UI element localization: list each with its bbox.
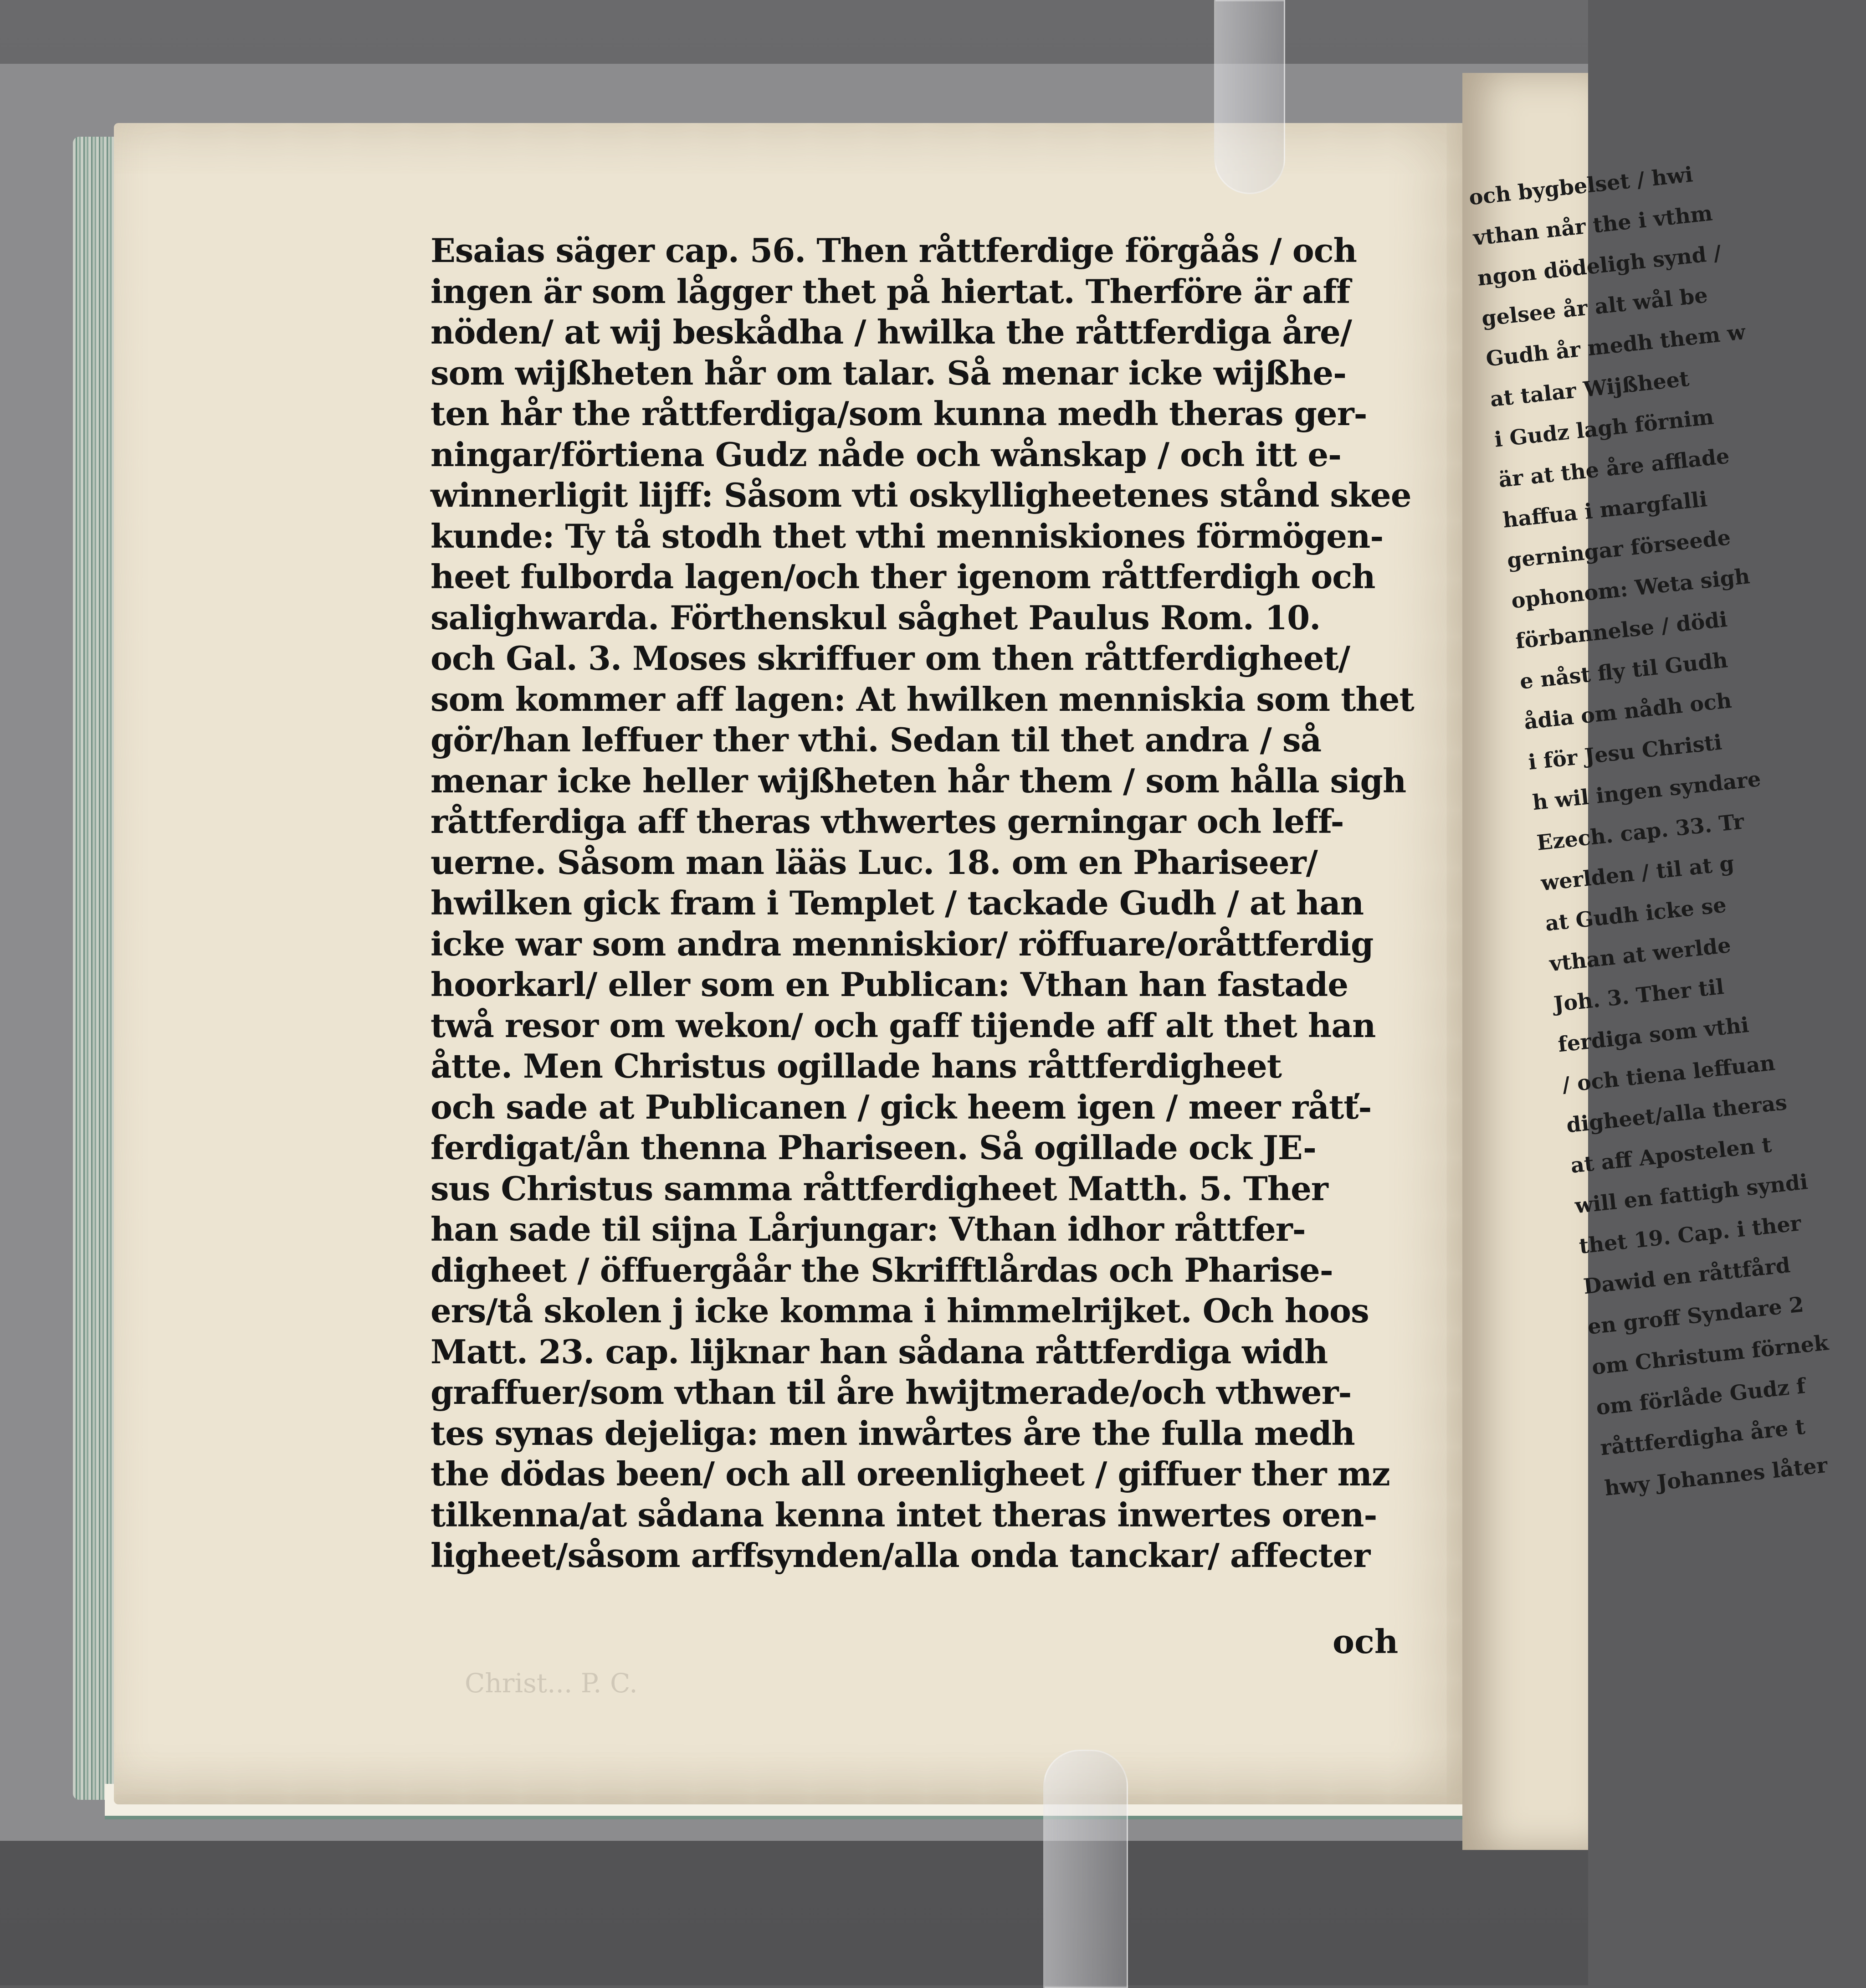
text-line: ningar/förtiena Gudz nåde och wånskap / och itt e- (431, 435, 1342, 474)
text-line: icke war som andra menniskior/ röffuare/oråttferdig (431, 924, 1374, 963)
facing-text-line: haffua i margfalli (1502, 486, 1709, 533)
text-line: digheet / öffuergåår the Skrifftlårdas och Pharise- (431, 1250, 1333, 1289)
facing-text-line: i Gudz lagh förnim (1493, 404, 1715, 452)
facing-text-line: är at the åre afflade (1497, 443, 1731, 493)
facing-text-line: vthan når the i vthm (1472, 200, 1714, 251)
text-line: han sade til sijna Lårjungar: Vthan idhor råttfer- (431, 1210, 1306, 1248)
facing-text-line: e nåst fly til Gudh (1518, 647, 1729, 694)
facing-text-line: Dawid en råttfård (1582, 1253, 1792, 1299)
text-line: tes synas dejeliga: men inwårtes åre the fulla medh (431, 1413, 1355, 1453)
facing-text-line: digheet/alla theras (1565, 1089, 1789, 1138)
text-line: ers/tå skolen j icke komma i himmelrijket. Och hoos (431, 1291, 1369, 1330)
top-page-clip (1214, 0, 1285, 194)
text-line: tilkenna/at sådana kenna intet theras inwertes oren- (431, 1495, 1377, 1534)
facing-text-line: ådia om nådh och (1523, 688, 1733, 735)
text-line: sus Christus samma råttferdigheet Matth. 5. Ther (431, 1169, 1328, 1208)
facing-text-line: om Christum förnek (1590, 1330, 1830, 1380)
text-line: som kommer aff lagen: At hwilken menniskia som thet (431, 679, 1414, 719)
text-line: ten hår the råttferdiga/som kunna medh theras ger- (431, 394, 1367, 433)
facing-text-line: förbannelse / dödi (1514, 606, 1728, 654)
text-line: råttferdiga aff theras vthwertes gerningar och leff- (431, 802, 1344, 841)
facing-recto-page (1462, 73, 1830, 1850)
facing-text-line: / och tiena leffuan (1561, 1050, 1776, 1097)
text-line: hoorkarl/ eller som en Publican: Vthan han fastade (431, 965, 1348, 1004)
text-line: gör/han leffuer ther vthi. Sedan til thet andra / så (431, 720, 1322, 759)
text-line: uerne. Såsom man lääs Luc. 18. om en Phariseer/ (431, 842, 1317, 882)
facing-text-line: Joh. 3. Ther til (1552, 974, 1725, 1017)
facing-text-line: i för Jesu Christi (1527, 729, 1723, 775)
main-text-block (431, 230, 1414, 1576)
facing-text-line: Gudh år medh them w (1484, 319, 1747, 371)
text-line: och Gal. 3. Moses skriffuer om then råttferdigheet/ (431, 639, 1350, 678)
text-line: åtte. Men Christus ogillade hans råttferdigheet (431, 1047, 1282, 1085)
facing-text-line: at talar Wijßheet (1489, 366, 1691, 412)
facing-text-line: ferdiga som vthi (1557, 1012, 1750, 1057)
facing-text-line: råttferdigha åre t (1599, 1414, 1806, 1460)
facing-text-line: och bygbelset / hwi (1467, 162, 1694, 210)
facing-text-line: will en fattigh syndi (1574, 1169, 1809, 1218)
bleed-through-text: Christ... P. C. (465, 1668, 638, 1699)
facing-text-line: at Gudh icke se (1544, 892, 1728, 936)
facing-text-line: h wil ingen syndare (1531, 766, 1762, 815)
text-line: och sade at Publicanen / gick heem igen / meer råtť- (431, 1087, 1372, 1126)
text-line: hwilken gick fram i Templet / tackade Gudh / at han (431, 884, 1364, 922)
facing-text-line: thet 19. Cap. i ther (1578, 1211, 1803, 1259)
facing-text-line: gerningar förseede (1506, 525, 1732, 573)
text-line: the dödas been/ och all oreenligheet / giffuer ther mz (431, 1454, 1390, 1493)
text-line: winnerligit lijff: Såsom vti oskylligheetenes stånd skee (431, 476, 1411, 514)
text-line: Matt. 23. cap. lijknar han sådana råttferdiga widh (431, 1332, 1328, 1371)
facing-text-line: en groff Syndare 2 (1586, 1292, 1805, 1339)
text-line: twå resor om wekon/ och gaff tijende aff alt thet han (431, 1006, 1376, 1045)
bottom-page-clip (1043, 1750, 1128, 1988)
facing-text-line: gelsee år alt wål be (1480, 283, 1709, 331)
facing-text-line: at aff Apostelen t (1569, 1132, 1773, 1178)
facing-text-line: vthan at werlde (1548, 932, 1732, 976)
text-line: salighwarda. Förthenskul såghet Paulus Rom. 10. (431, 598, 1321, 637)
text-line: heet fulborda lagen/och ther igenom råttferdigh och (431, 557, 1375, 596)
facing-page-text (1467, 162, 1830, 1509)
facing-text-line: hwy Johannes låter (1603, 1452, 1829, 1501)
text-line: ferdigat/ån thenna Phariseen. Så ogillade ock JE- (431, 1128, 1316, 1167)
facing-text-line: ngon dödeligh synd / (1476, 240, 1722, 291)
text-line: ingen är som lågger thet på hiertat. Therföre är aff (431, 272, 1350, 311)
text-line: som wijßheten hår om talar. Så menar icke wijßhe- (431, 353, 1346, 392)
text-line: Esaias säger cap. 56. Then råttferdige förgåås / och (431, 231, 1357, 270)
facing-text-line: om förlåde Gudz f (1594, 1373, 1807, 1420)
facing-text-line: ophonom: Weta sigh (1510, 564, 1751, 613)
facing-text-line: werlden / til at g (1539, 851, 1735, 896)
facing-text-line: Ezech. cap. 33. Tr (1535, 809, 1745, 855)
catchword: och (1333, 1622, 1399, 1661)
text-line: menar icke heller wijßheten hår them / som hålla sigh (431, 761, 1406, 800)
text-line: nöden/ at wij beskådha / hwilka the råttferdiga åre/ (431, 313, 1352, 351)
text-line: ligheet/såsom arffsynden/alla onda tanckar/ affecter (431, 1536, 1370, 1575)
text-line: graffuer/som vthan til åre hwijtmerade/och vthwer- (431, 1373, 1352, 1412)
text-line: kunde: Ty tå stodh thet vthi menniskiones förmögen- (431, 516, 1384, 555)
